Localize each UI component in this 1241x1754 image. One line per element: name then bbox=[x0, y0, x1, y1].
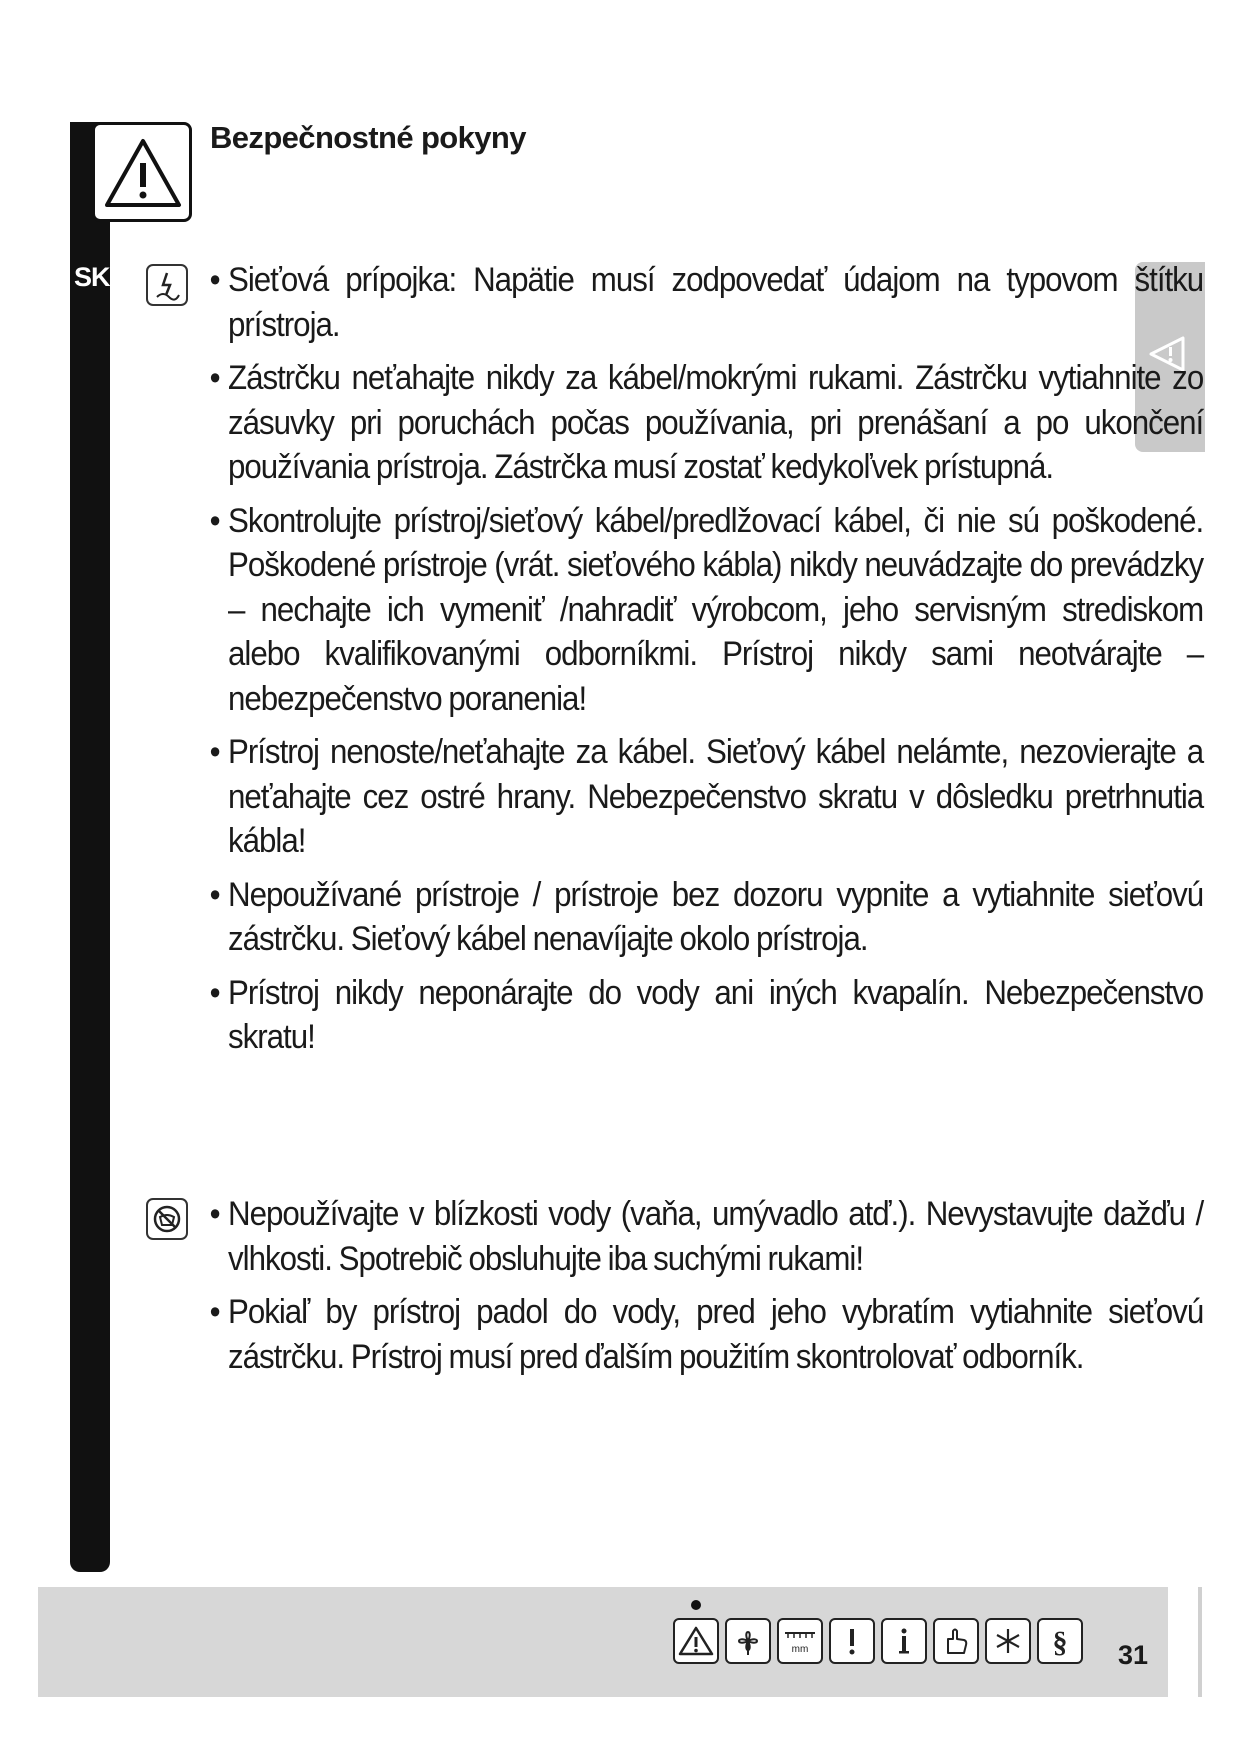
list-item: • Sieťová prípojka: Napätie musí zodpovedať údajom na typovom štítku prístroja. bbox=[228, 258, 1203, 347]
list-item: • Prístroj nikdy neponárajte do vody ani iných kvapalín. Nebezpečenstvo skratu! bbox=[228, 971, 1203, 1060]
fan-icon[interactable] bbox=[725, 1618, 771, 1664]
exclamation-icon[interactable] bbox=[829, 1618, 875, 1664]
warning-triangle-icon[interactable] bbox=[673, 1618, 719, 1664]
section-title: Bezpečnostné pokyny bbox=[210, 120, 526, 155]
electric-plug-icon bbox=[146, 264, 188, 306]
language-label: SK bbox=[74, 262, 110, 292]
side-bar bbox=[70, 122, 110, 1572]
list-item: • Nepoužívané prístroje / prístroje bez dozoru vypnite a vytiahnite sieťovú zástrčku. Sieťový kábel nenavíjajte okolo prístroja. bbox=[228, 873, 1203, 962]
info-icon[interactable] bbox=[881, 1618, 927, 1664]
no-water-icon bbox=[146, 1198, 188, 1240]
asterisk-icon[interactable] bbox=[985, 1618, 1031, 1664]
svg-text:§: § bbox=[1052, 1626, 1068, 1658]
footer-nav-icons bbox=[673, 1618, 1083, 1668]
svg-text:mm: mm bbox=[791, 1644, 809, 1655]
list-item: • Pokiaľ by prístroj padol do vody, pred jeho vybratím vytiahnite sieťovú zástrčku. Prístroj musí pred ďalším použitím skontrolovať odborník. bbox=[228, 1290, 1203, 1379]
paragraph-icon[interactable] bbox=[1037, 1618, 1083, 1664]
right-divider bbox=[1198, 1587, 1202, 1697]
safety-group-water bbox=[140, 1192, 1204, 1388]
list-item: • Zástrčku neťahajte nikdy za kábel/mokrými rukami. Zástrčku vytiahnite zo zásuvky pri poruchách počas používania, pri prenášaní a po ukončení používania prístroja. Zástrčka musí zostať kedykoľvek prístupná. bbox=[228, 356, 1203, 490]
current-section-dot bbox=[691, 1600, 701, 1610]
safety-group-electric bbox=[140, 258, 1204, 1069]
list-item: • Nepoužívajte v blízkosti vody (vaňa, umývadlo atď.). Nevystavujte dažďu / vlhkosti. Spotrebič obsluhujte iba suchými rukami! bbox=[228, 1192, 1203, 1281]
hand-icon[interactable] bbox=[933, 1618, 979, 1664]
list-item: • Skontrolujte prístroj/sieťový kábel/predlžovací kábel, či nie sú poškodené. Poškodené prístroje (vrát. sieťového kábla) nikdy neuvádzajte do prevádzky – nechajte ich vymeniť /nahradiť výrobcom, jeho servisným strediskom alebo kvalifikovanými odborníkmi. Prístroj nikdy sami neotvárajte – nebezpečenstvo poranenia! bbox=[228, 499, 1203, 722]
list-item: • Prístroj nenoste/neťahajte za kábel. Sieťový kábel nelámte, nezovierajte a neťahajte cez ostré hrany. Nebezpečenstvo skratu v dôsledku pretrhnutia kábla! bbox=[228, 730, 1203, 864]
warning-box bbox=[92, 122, 192, 222]
ruler-mm-icon[interactable] bbox=[777, 1618, 823, 1664]
warning-triangle-icon bbox=[103, 135, 183, 211]
page-number: 31 bbox=[1118, 1640, 1149, 1670]
bullet-list bbox=[140, 258, 1204, 1060]
bullet-list bbox=[140, 1192, 1204, 1379]
